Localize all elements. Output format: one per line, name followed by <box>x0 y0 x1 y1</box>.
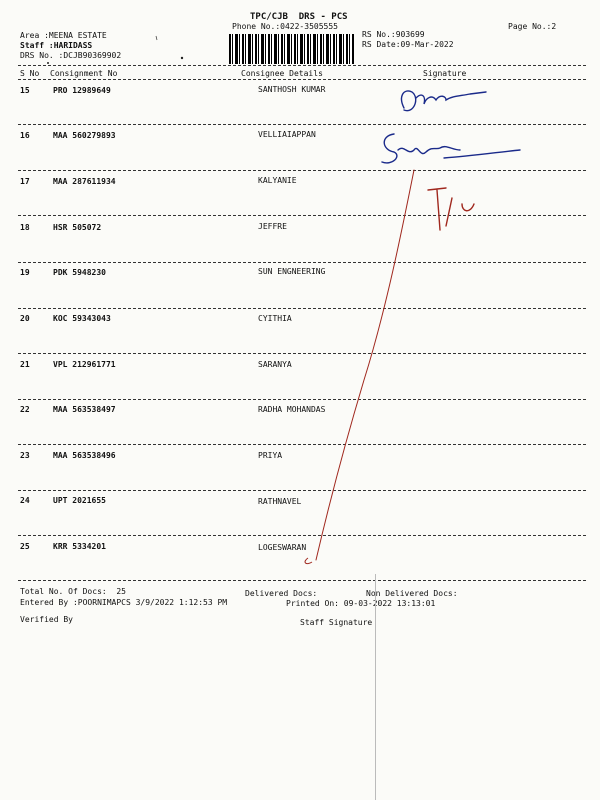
non-delivered-docs: Non Delivered Docs: <box>366 589 458 598</box>
row-sno: 24 <box>20 496 30 505</box>
handwritten-mark <box>305 558 312 564</box>
delivered-docs: Delivered Docs: <box>245 589 318 598</box>
drs-number: DRS No. :DCJB90369902 <box>20 51 122 60</box>
row-sno: 21 <box>20 360 30 369</box>
row-consignment: KRR 5334201 <box>53 542 106 551</box>
row-consignment: PDK 5948230 <box>53 268 106 277</box>
rs-number: RS No.:903699 <box>362 30 425 39</box>
col-header-signature: Signature <box>423 69 467 78</box>
row-consignment: MAA 287611934 <box>53 177 116 186</box>
handwritten-signature <box>382 134 520 163</box>
row-consignee: KALYANIE <box>258 176 297 185</box>
total-docs: Total No. Of Docs: 25 <box>20 587 126 596</box>
row-sno: 25 <box>20 542 30 551</box>
col-header-consignment: Consignment No <box>50 69 118 78</box>
row-consignment: VPL 212961771 <box>53 360 116 369</box>
row-consignee: PRIYA <box>258 451 283 460</box>
row-consignee: RADHA MOHANDAS <box>258 405 326 414</box>
row-consignee: JEFFRE <box>258 222 287 231</box>
ink-speck <box>156 36 157 40</box>
row-consignment: MAA 560279893 <box>53 131 116 140</box>
col-header-sno: S No <box>20 69 40 78</box>
row-sno: 22 <box>20 405 30 414</box>
phone-number: Phone No.:0422-3505555 <box>232 22 338 31</box>
row-consignee: RATHNAVEL <box>258 497 302 506</box>
row-sno: 17 <box>20 177 30 186</box>
printed-on: Printed On: 09-03-2022 13:13:01 <box>286 599 436 608</box>
staff-label: Staff :HARIDASS <box>20 41 93 50</box>
handwritten-line <box>316 170 414 560</box>
row-consignee: CYITHIA <box>258 314 292 323</box>
row-consignment: UPT 2021655 <box>53 496 106 505</box>
row-consignee: SANTHOSH KUMAR <box>258 85 326 94</box>
entered-by: Entered By :POORNIMAPCS 3/9/2022 1:12:53 PM <box>20 598 228 607</box>
ink-speck <box>47 62 49 64</box>
row-consignment: PRO 12989649 <box>53 86 111 95</box>
page-number: Page No.:2 <box>508 22 557 31</box>
row-consignee: SUN ENGNEERING <box>258 267 326 276</box>
row-sno: 16 <box>20 131 30 140</box>
row-sno: 20 <box>20 314 30 323</box>
row-consignment: KOC 59343043 <box>53 314 111 323</box>
staff-signature: Staff Signature <box>300 618 373 627</box>
row-sno: 18 <box>20 223 30 232</box>
col-header-consignee: Consignee Details <box>241 69 323 78</box>
ink-speck <box>181 57 183 59</box>
handwritten-signature <box>402 91 486 111</box>
row-sno: 23 <box>20 451 30 460</box>
document-title: TPC/CJB DRS - PCS <box>250 12 348 22</box>
row-consignee: LOGESWARAN <box>258 543 307 552</box>
row-consignee: VELLIAIAPPAN <box>258 130 316 139</box>
rs-date: RS Date:09-Mar-2022 <box>362 40 454 49</box>
row-sno: 15 <box>20 86 30 95</box>
area-label: Area :MEENA ESTATE <box>20 31 107 40</box>
handwritten-mark <box>428 188 474 230</box>
verified-by: Verified By <box>20 615 73 624</box>
row-consignment: MAA 563538496 <box>53 451 116 460</box>
row-consignment: HSR 505072 <box>53 223 102 232</box>
row-consignee: SARANYA <box>258 360 292 369</box>
row-sno: 19 <box>20 268 30 277</box>
row-consignment: MAA 563538497 <box>53 405 116 414</box>
